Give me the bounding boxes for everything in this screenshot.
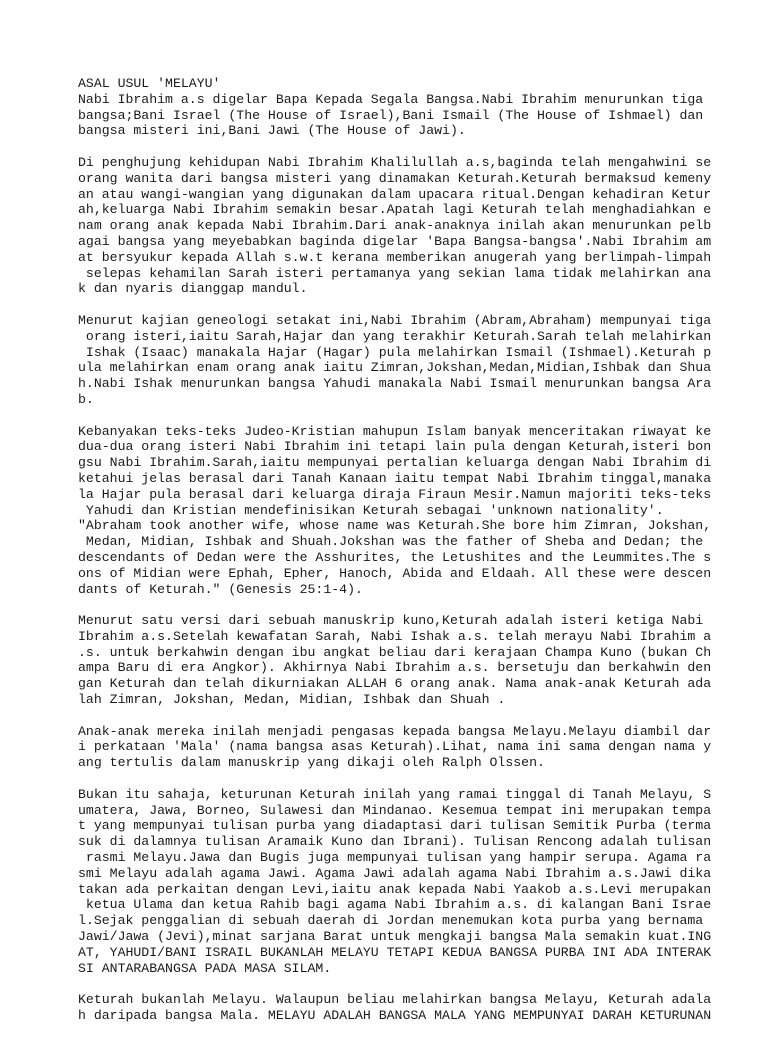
paragraph: [78, 613, 758, 708]
text-line: agai bangsa yang meyebabkan baginda digelar 'Bapa Bangsa-bangsa'.Nabi Ibrahim am: [78, 233, 712, 249]
text-line: Kebanyakan teks-teks Judeo-Kristian mahupun Islam banyak menceritakan riwayat ke: [78, 423, 712, 439]
paragraph: [78, 424, 758, 598]
text-line: Menurut satu versi dari sebuah manuskrip kuno,Keturah adalah isteri ketiga Nabi: [78, 613, 704, 629]
text-line: h.Nabi Ishak menurunkan bangsa Yahudi manakala Nabi Ismail menurunkan bangsa Ara: [78, 376, 712, 392]
text-line: nam orang anak kepada Nabi Ibrahim.Dari anak-anaknya inilah akan menurunkan pelb: [78, 218, 712, 234]
text-line: dants of Keturah." (Genesis 25:1-4).: [78, 581, 363, 597]
text-line: Ibrahim a.s.Setelah kewafatan Sarah, Nabi Ishak a.s. telah merayu Nabi Ibrahim a: [78, 628, 712, 644]
text-line: Menurut kajian geneologi setakat ini,Nabi Ibrahim (Abram,Abraham) mempunyai tiga: [78, 312, 712, 328]
text-line: b.: [78, 391, 94, 407]
paragraph: [78, 313, 758, 408]
text-line: umatera, Jawa, Borneo, Sulawesi dan Mindanao. Kesemua tempat ini merupakan tempa: [78, 802, 712, 818]
text-line: ang tertulis dalam manuskrip yang dikaji oleh Ralph Olssen.: [78, 755, 545, 771]
text-line: gan Keturah dan telah dikurniakan ALLAH 6 orang anak. Nama anak-anak Keturah ada: [78, 676, 712, 692]
text-line: i perkataan 'Mala' (nama bangsa asas Keturah).Lihat, nama ini sama dengan nama y: [78, 739, 712, 755]
text-line: lah Zimran, Jokshan, Medan, Midian, Ishbak dan Shuah .: [78, 692, 506, 708]
text-line: ampa Baru di era Angkor). Akhirnya Nabi Ibrahim a.s. bersetuju dan berkahwin den: [78, 660, 712, 676]
text-line: Nabi Ibrahim a.s digelar Bapa Kepada Segala Bangsa.Nabi Ibrahim menurunkan tiga: [78, 91, 704, 107]
text-line: AT, YAHUDI/BANI ISRAIL BUKANLAH MELAYU TETAPI KEDUA BANGSA PURBA INI ADA INTERAK: [78, 944, 712, 960]
text-line: ASAL USUL 'MELAYU': [78, 76, 221, 91]
text-line: SI ANTARABANGSA PADA MASA SILAM.: [78, 960, 332, 976]
text-line: ah,keluarga Nabi Ibrahim semakin besar.Apatah lagi Keturah telah menghadiahkan e: [78, 202, 712, 218]
paragraph: [78, 787, 758, 977]
text-line: descendants of Dedan were the Asshurites, the Letushites and the Leummites.The s: [78, 549, 712, 565]
text-line: an atau wangi-wangian yang digunakan dalam upacara ritual.Dengan kehadiran Ketur: [78, 186, 712, 202]
text-line: k dan nyaris dianggap mandul.: [78, 281, 308, 297]
text-line: .s. untuk berkahwin dengan ibu angkat beliau dari kerajaan Champa Kuno (bukan Ch: [78, 644, 712, 660]
text-line: la Hajar pula berasal dari keluarga diraja Firaun Mesir.Namun majoriti teks-teks: [78, 486, 712, 502]
text-line: orang wanita dari bangsa misteri yang dinamakan Keturah.Keturah bermaksud kemeny: [78, 170, 712, 186]
text-line: takan ada perkaitan dengan Levi,iaitu anak kepada Nabi Yaakob a.s.Levi merupakan: [78, 881, 712, 897]
text-line: Anak-anak mereka inilah menjadi pengasas kepada bangsa Melayu.Melayu diambil dar: [78, 723, 712, 739]
text-line: bangsa misteri ini,Bani Jawi (The House of Jawi).: [78, 123, 466, 139]
text-line: ketua Ulama dan ketua Rahib bagi agama Nabi Ibrahim a.s. di kalangan Bani Israe: [78, 897, 712, 913]
paragraph: [78, 992, 758, 1024]
text-line: orang isteri,iaitu Sarah,Hajar dan yang terakhir Keturah.Sarah telah melahirkan: [78, 328, 712, 344]
document-body: [78, 76, 758, 1040]
text-line: Di penghujung kehidupan Nabi Ibrahim Khalilullah a.s,baginda telah mengahwini se: [78, 154, 712, 170]
text-line: suk di dalamnya tulisan Aramaik Kuno dan Ibrani). Tulisan Rencong adalah tulisan: [78, 834, 712, 850]
text-line: Jawi/Jawa (Jevi),minat sarjana Barat untuk mengkaji bangsa Mala semakin kuat.ING: [78, 929, 712, 945]
text-line: "Abraham took another wife, whose name was Keturah.She bore him Zimran, Jokshan,: [78, 518, 712, 534]
text-line: ons of Midian were Ephah, Epher, Hanoch, Abida and Eldaah. All these were descen: [78, 565, 712, 581]
text-line: rasmi Melayu.Jawa dan Bugis juga mempunyai tulisan yang hampir serupa. Agama ra: [78, 850, 712, 866]
paragraph: [78, 76, 758, 139]
text-line: smi Melayu adalah agama Jawi. Agama Jawi adalah agama Nabi Ibrahim a.s.Jawi dika: [78, 865, 712, 881]
paragraph: [78, 724, 758, 771]
text-line: Ishak (Isaac) manakala Hajar (Hagar) pula melahirkan Ismail (Ishmael).Keturah p: [78, 344, 712, 360]
text-line: bangsa;Bani Israel (The House of Israel),Bani Ismail (The House of Ishmael) dan: [78, 107, 704, 123]
text-line: h daripada bangsa Mala. MELAYU ADALAH BANGSA MALA YANG MEMPUNYAI DARAH KETURUNAN: [78, 1008, 712, 1024]
text-line: dua-dua orang isteri Nabi Ibrahim ini tetapi lain pula dengan Keturah,isteri bon: [78, 439, 712, 455]
text-line: ketahui jelas berasal dari Tanah Kanaan iaitu tempat Nabi Ibrahim tinggal,manaka: [78, 470, 712, 486]
text-line: l.Sejak penggalian di sebuah daerah di Jordan menemukan kota purba yang bernama: [78, 913, 704, 929]
text-line: ula melahirkan enam orang anak iaitu Zimran,Jokshan,Medan,Midian,Ishbak dan Shua: [78, 360, 712, 376]
text-line: at bersyukur kepada Allah s.w.t kerana memberikan anugerah yang berlimpah-limpah: [78, 249, 712, 265]
text-line: Medan, Midian, Ishbak and Shuah.Jokshan was the father of Sheba and Dedan; the: [78, 534, 704, 550]
paragraph: [78, 155, 758, 297]
text-line: t yang mempunyai tulisan purba yang diadaptasi dari tulisan Semitik Purba (terma: [78, 818, 712, 834]
text-line: Keturah bukanlah Melayu. Walaupun beliau melahirkan bangsa Melayu, Keturah adala: [78, 992, 712, 1008]
text-line: Bukan itu sahaja, keturunan Keturah inilah yang ramai tinggal di Tanah Melayu, S: [78, 786, 712, 802]
text-line: selepas kehamilan Sarah isteri pertamanya yang sekian lama tidak melahirkan ana: [78, 265, 712, 281]
text-line: gsu Nabi Ibrahim.Sarah,iaitu mempunyai pertalian keluarga dengan Nabi Ibrahim di: [78, 455, 712, 471]
text-line: Yahudi dan Kristian mendefinisikan Keturah sebagai 'unknown nationality'.: [78, 502, 664, 518]
